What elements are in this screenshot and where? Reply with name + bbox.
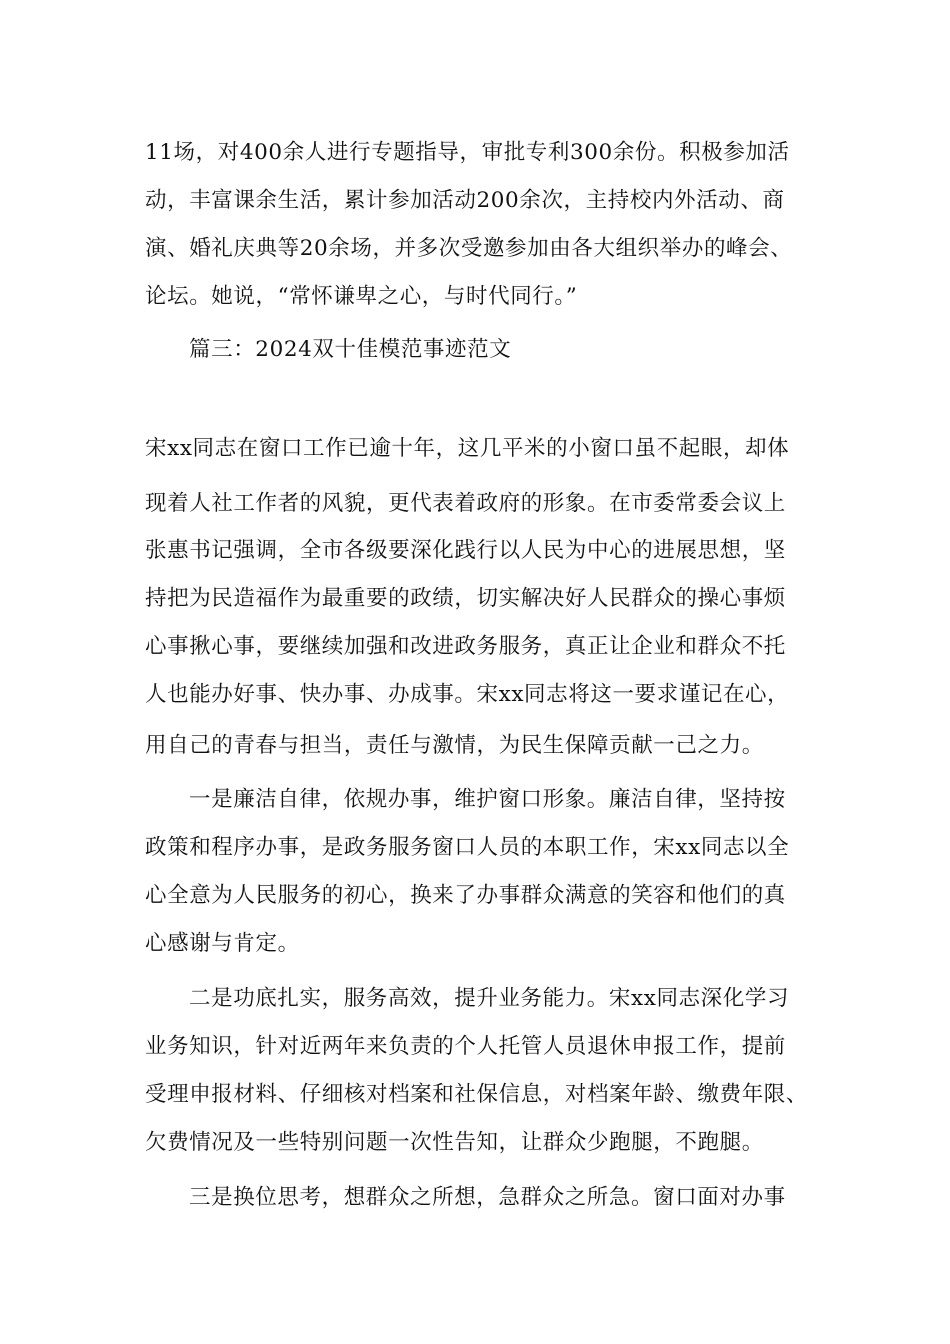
paragraph-first-line: 三是换位思考，想群众之所想，急群众之所急。窗口面对办事	[189, 1185, 786, 1210]
text-line: 心事揪心事，要继续加强和改进政务服务，真正让企业和群众不托	[145, 634, 786, 659]
section-heading: 篇三：2024双十佳模范事迹范文	[189, 337, 512, 362]
text-line: 欠费情况及一些特别问题一次性告知，让群众少跑腿，不跑腿。	[145, 1130, 764, 1155]
text-line: 业务知识，针对近两年来负责的个人托管人员退休申报工作，提前	[145, 1034, 786, 1059]
text-line: 演、婚礼庆典等20余场，并多次受邀参加由各大组织举办的峰会、	[145, 236, 793, 261]
text-line: 论坛。她说，“常怀谦卑之心，与时代同行。”	[145, 284, 578, 309]
text-line: 政策和程序办事，是政务服务窗口人员的本职工作，宋xx同志以全	[145, 835, 790, 860]
text-line: 心感谢与肯定。	[145, 931, 300, 956]
text-line: 11场，对400余人进行专题指导，审批专利300余份。积极参加活	[145, 140, 790, 165]
text-line: 现着人社工作者的风貌，更代表着政府的形象。在市委常委会议上	[145, 491, 786, 516]
text-line: 持把为民造福作为最重要的政绩，切实解决好人民群众的操心事烦	[145, 586, 786, 611]
text-line: 动，丰富课余生活，累计参加活动200余次，主持校内外活动、商	[145, 188, 785, 213]
text-line: 张惠书记强调，全市各级要深化践行以人民为中心的进展思想，坚	[145, 538, 786, 563]
paragraph-first-line: 二是功底扎实，服务高效，提升业务能力。宋xx同志深化学习	[189, 986, 790, 1011]
text-line: 受理申报材料、仔细核对档案和社保信息，对档案年龄、缴费年限、	[145, 1082, 809, 1107]
text-line: 宋xx同志在窗口工作已逾十年，这几平米的小窗口虽不起眼，却体	[145, 436, 790, 461]
text-line: 人也能办好事、快办事、办成事。宋xx同志将这一要求谨记在心，	[145, 682, 790, 707]
paragraph-first-line: 一是廉洁自律，依规办事，维护窗口形象。廉洁自律，坚持按	[189, 787, 786, 812]
text-line: 用自己的青春与担当，责任与激情，为民生保障贡献一己之力。	[145, 733, 764, 758]
text-line: 心全意为人民服务的初心，换来了办事群众满意的笑容和他们的真	[145, 883, 786, 908]
